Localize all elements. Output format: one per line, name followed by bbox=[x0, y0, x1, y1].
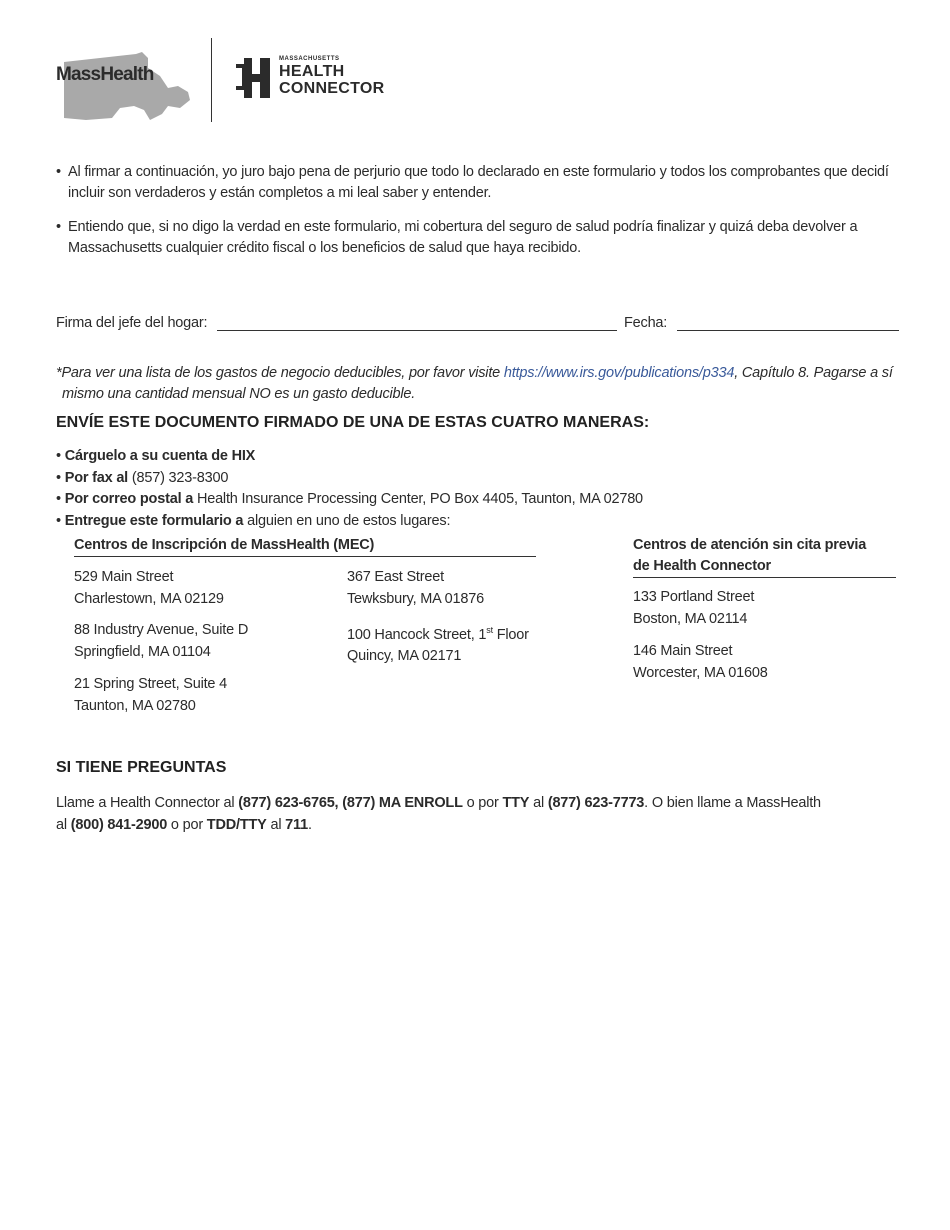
walkin-address bbox=[633, 587, 754, 630]
deductible-footnote bbox=[56, 363, 916, 405]
fax-number: (857) 323-8300 bbox=[131, 470, 229, 486]
phone-number[interactable]: (877) 623-6765, (877) MA ENROLL bbox=[238, 795, 463, 811]
declaration-line: Massachusetts cualquier crédito fiscal o los beneficios de salud que haya recibido. bbox=[68, 240, 581, 256]
phone-number[interactable]: (877) 623-7773 bbox=[547, 795, 645, 811]
signature-field[interactable] bbox=[217, 316, 617, 331]
date-field[interactable] bbox=[677, 316, 899, 331]
address-city: Worcester, MA 01608 bbox=[633, 664, 768, 681]
signature-row bbox=[56, 315, 617, 331]
bullet-icon: • bbox=[56, 491, 61, 507]
date-row bbox=[624, 315, 899, 331]
signer-label: Firma del jefe del hogar: bbox=[56, 315, 208, 331]
address-city: Charlestown, MA 02129 bbox=[74, 590, 224, 607]
address-city: Quincy, MA 02171 bbox=[347, 648, 462, 665]
address-city: Tewksbury, MA 01876 bbox=[347, 590, 484, 607]
mec-address bbox=[74, 674, 227, 717]
declaration-line: Entiendo que, si no digo la verdad en este formulario, mi cobertura del seguro de salud podría finalizar y quizá deba devolver a bbox=[68, 219, 858, 235]
health-connector-line1: HEALTH bbox=[279, 63, 345, 80]
address-city: Boston, MA 02114 bbox=[633, 610, 748, 627]
address-street: 100 Hancock Street, 1st Floor bbox=[347, 625, 529, 643]
health-connector-h-icon bbox=[232, 56, 272, 98]
footnote-text: , Capítulo 8. Pagarse a sí bbox=[734, 365, 893, 381]
health-connector-logo bbox=[232, 56, 392, 102]
footnote-text: *Para ver una lista de los gastos de negocio deducibles, por favor visite bbox=[56, 365, 504, 381]
walkin-heading bbox=[633, 535, 896, 578]
questions-text: Llame a Health Connector al (877) 623-6765, (877) MA ENROLL o por TTY al (877) 623-7773. O bien llame a MassHealth al (800) 841-2900 o por TDD/TTY al 711. bbox=[56, 795, 821, 833]
deliver-label: Entregue este formulario a bbox=[64, 513, 244, 529]
phone-number[interactable]: 711 bbox=[285, 817, 308, 833]
footnote-line2: mismo una cantidad mensual NO es un gasto deducible. bbox=[62, 386, 416, 402]
date-label: Fecha: bbox=[624, 315, 668, 331]
massachusetts-map-icon bbox=[56, 48, 196, 124]
send-option-fax bbox=[56, 470, 228, 486]
send-heading: ENVÍE ESTE DOCUMENTO FIRMADO DE UNA DE ESTAS CUATRO MANERAS: bbox=[56, 414, 650, 431]
mec-address bbox=[74, 567, 224, 610]
address-street: 146 Main Street bbox=[633, 643, 733, 659]
phone-number[interactable]: (800) 841-2900 bbox=[70, 817, 168, 833]
irs-link[interactable]: https://www.irs.gov/publications/p334 bbox=[503, 365, 735, 381]
masshealth-logo-text: MassHealth bbox=[56, 64, 154, 85]
health-connector-state: MASSACHUSETTS bbox=[279, 56, 340, 62]
mail-address: Health Insurance Processing Center, PO Box 4405, Taunton, MA 02780 bbox=[196, 491, 643, 507]
address-street: 21 Spring Street, Suite 4 bbox=[74, 676, 227, 692]
address-street: 133 Portland Street bbox=[633, 589, 755, 605]
walkin-heading-line: de Health Connector bbox=[633, 558, 771, 574]
mec-address bbox=[347, 567, 484, 610]
mec-heading: Centros de Inscripción de MassHealth (MEC) bbox=[74, 535, 536, 557]
questions-heading: SI TIENE PREGUNTAS bbox=[56, 759, 227, 776]
upload-label: Cárguelo a su cuenta de HIX bbox=[64, 448, 256, 464]
declaration-line: Al firmar a continuación, yo juro bajo pena de perjurio que todo lo declarado en este formulario y todos los comprobantes que decidí bbox=[68, 164, 889, 180]
bullet-icon: • bbox=[56, 470, 61, 486]
declaration-truth bbox=[56, 217, 896, 259]
declaration-perjury bbox=[56, 162, 896, 204]
walkin-address bbox=[633, 641, 768, 684]
send-option-mail bbox=[56, 491, 643, 507]
fax-label: Por fax al bbox=[64, 470, 129, 486]
send-option-upload bbox=[56, 448, 255, 464]
mec-address bbox=[347, 620, 529, 668]
deliver-text: alguien en uno de estos lugares: bbox=[247, 513, 451, 529]
bullet-icon: • bbox=[56, 219, 61, 235]
address-city: Springfield, MA 01104 bbox=[74, 643, 211, 660]
declaration-line: incluir son verdaderos y están completos a mi leal saber y entender. bbox=[68, 185, 492, 201]
send-option-deliver bbox=[56, 513, 450, 529]
bullet-icon: • bbox=[56, 448, 61, 464]
masshealth-logo bbox=[56, 48, 196, 124]
bullet-icon: • bbox=[56, 513, 61, 529]
mec-address bbox=[74, 620, 248, 663]
address-city: Taunton, MA 02780 bbox=[74, 697, 196, 714]
mail-label: Por correo postal a bbox=[64, 491, 194, 507]
address-street: 367 East Street bbox=[347, 569, 444, 585]
logo-divider bbox=[211, 38, 212, 122]
walkin-heading-line: Centros de atención sin cita previa bbox=[633, 537, 867, 553]
address-street: 529 Main Street bbox=[74, 569, 174, 585]
health-connector-line2: CONNECTOR bbox=[279, 80, 385, 97]
address-street: 88 Industry Avenue, Suite D bbox=[74, 622, 249, 638]
bullet-icon: • bbox=[56, 164, 61, 180]
